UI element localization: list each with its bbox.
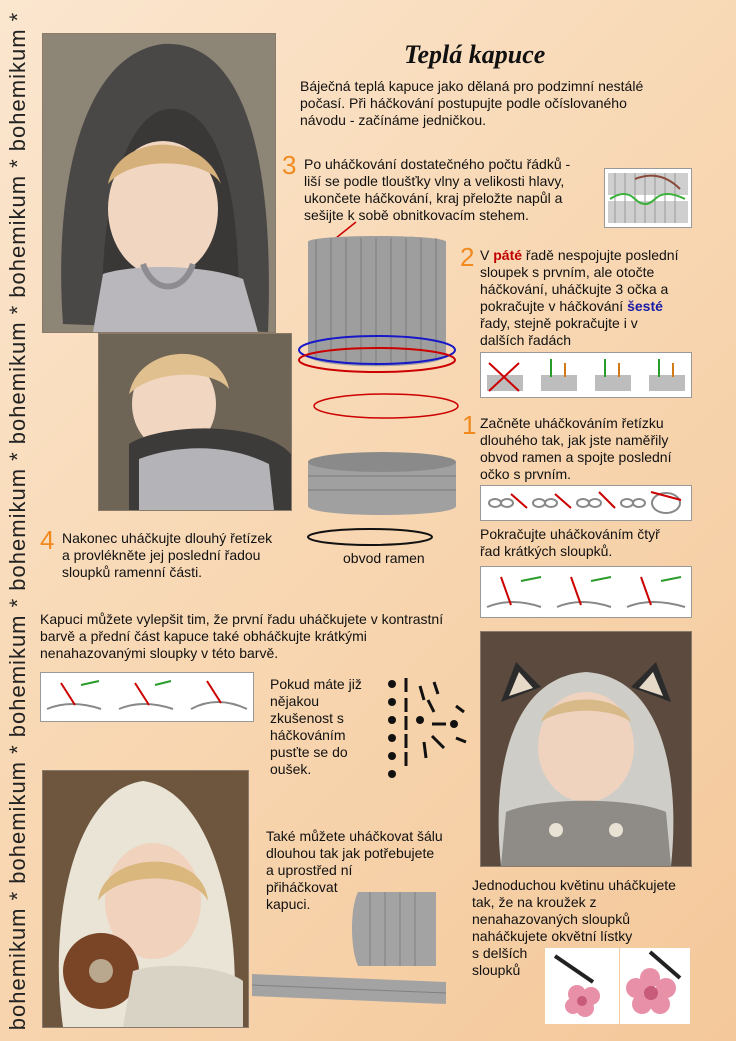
step2-text-part: V xyxy=(480,247,494,263)
step1b-text xyxy=(480,526,660,560)
highlight-sixth: šesté xyxy=(627,298,663,314)
step2-line: sloupek s prvním, ale otočte xyxy=(480,264,655,280)
improve-text xyxy=(40,611,443,662)
step4-number: 4 xyxy=(40,525,55,555)
step2-line: háčkování, uháčkujte 3 očka a xyxy=(480,281,669,297)
sidebar-watermark xyxy=(0,0,36,1041)
step4-line: a provlékněte jej poslední řadou xyxy=(62,547,261,563)
scarf-line: dlouhou tak jak potřebujete xyxy=(266,845,435,861)
obvod-label: obvod ramen xyxy=(343,550,425,566)
step1b-line: řad krátkých sloupků. xyxy=(480,543,613,559)
photo-scarf-girl xyxy=(98,333,292,511)
flower-line: nenahazovaných sloupků xyxy=(472,911,631,927)
ears-stitch-chart xyxy=(382,672,474,784)
photo-cat-hood xyxy=(480,631,692,867)
step1b-line: Pokračujte uháčkováním čtyř xyxy=(480,526,660,542)
photo-gray-hood xyxy=(42,33,276,333)
step4-text xyxy=(62,530,272,581)
step2-number: 2 xyxy=(460,242,475,272)
step2-text-part: řadě nespojujte poslední xyxy=(522,247,679,263)
highlight-fifth: páté xyxy=(493,247,523,263)
scarf-line: a uprostřed ní xyxy=(266,862,353,878)
step2-line: řady, stejně pokračujte i v xyxy=(480,315,638,331)
scarf-line: kapuci. xyxy=(266,896,311,912)
step3-line: Po uháčkování dostatečného počtu řádků - xyxy=(304,156,571,172)
step1-number: 1 xyxy=(462,410,477,440)
chain-join-diagram xyxy=(480,485,692,521)
brand-text: bohemikum * bohemikum * bohemikum * bohemikum * bohemikum * bohemikum * bohemikum * xyxy=(5,11,31,1030)
flower-line: tak, že na kroužek z xyxy=(472,894,597,910)
flower-line: sloupků xyxy=(472,962,521,978)
step2-line xyxy=(480,247,678,264)
step1-line: Začněte uháčkováním řetízku xyxy=(480,415,664,431)
page-title: Teplá kapuce xyxy=(404,40,546,69)
step1-line: očko s prvním. xyxy=(480,466,572,482)
step1-line: dlouhého tak, jak jste naměřily xyxy=(480,432,669,448)
step1-line: obvod ramen a spojte poslední xyxy=(480,449,672,465)
step2-line xyxy=(480,298,678,315)
ears-line: pusťte se do xyxy=(270,744,348,760)
improve-line: Kapuci můžete vylepšit tim, že první řadu uháčkujete v kontrastní xyxy=(40,611,444,627)
step4-line: Nakonec uháčkujte dlouhý řetízek xyxy=(62,530,273,546)
step4-line: sloupků ramenní části. xyxy=(62,564,203,580)
single-crochet-diagram xyxy=(480,566,692,618)
step2-text-part: pokračujte v háčkování xyxy=(480,298,628,314)
turning-chain-diagram xyxy=(480,352,692,398)
edging-diagram xyxy=(40,672,254,722)
flower-line: Jednoduchou květinu uháčkujete xyxy=(472,877,676,893)
flower-line: s delších xyxy=(472,945,528,961)
ears-line: háčkováním xyxy=(270,727,346,743)
improve-line: nenahazovanými sloupky v této barvě. xyxy=(40,645,279,661)
ears-line: oušek. xyxy=(270,761,312,777)
step3-line: ukončete háčkování, kraj přeložte napůl a xyxy=(304,190,563,206)
ears-line: zkušenost s xyxy=(270,710,344,726)
ears-line: nějakou xyxy=(270,693,320,709)
step2-line: dalších řadách xyxy=(480,332,572,348)
scarf-diagram xyxy=(250,888,450,1016)
intro-line: počasí. Při háčkování postupujte podle očíslovaného xyxy=(300,95,627,111)
step2-text xyxy=(480,247,678,349)
scarf-line: Také můžete uháčkovat šálu xyxy=(266,828,443,844)
seam-diagram xyxy=(604,168,692,228)
flower-photo-2 xyxy=(620,948,690,1024)
step3-line: liší se podle tloušťky vlny a velikosti hlavy, xyxy=(304,173,565,189)
ears-text xyxy=(270,676,362,778)
ears-line: Pokud máte již xyxy=(270,676,362,692)
intro-line: návodu - začínáme jedničkou. xyxy=(300,112,486,128)
improve-line: barvě a přední část kapuce také obháčkujte krátkými xyxy=(40,628,367,644)
step3-text xyxy=(304,156,570,224)
intro-line: Báječná teplá kapuce jako dělaná pro podzimní nestálé xyxy=(300,78,644,94)
photo-flower-hood xyxy=(42,770,249,1028)
step3-line: sešijte k sobě obnitkovacím stehem. xyxy=(304,207,529,223)
step3-number: 3 xyxy=(282,150,297,180)
scarf-line: přiháčkovat xyxy=(266,879,338,895)
intro-text xyxy=(300,78,643,129)
shoulder-ring-diagram xyxy=(300,448,465,548)
flower-line: naháčkujete okvětní lístky xyxy=(472,928,633,944)
step1-text xyxy=(480,415,671,483)
flower-photo-1 xyxy=(545,948,619,1024)
hood-tube-diagram xyxy=(296,220,466,430)
